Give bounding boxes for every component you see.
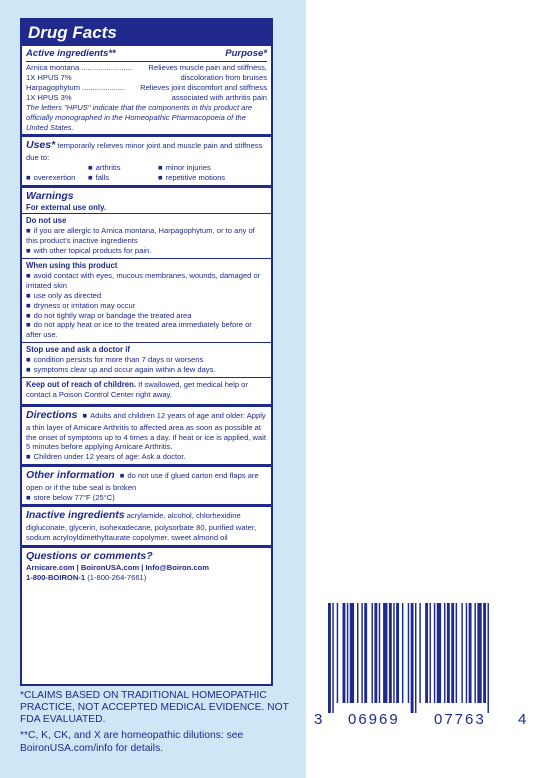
stop-use: [22, 342, 271, 377]
list-item: ■ do not use if glued carton end flaps are open or if the tube seal is broken: [26, 471, 259, 492]
uses-heading: Uses*: [26, 139, 56, 152]
list-item: ■ store below 77°F (25°C): [26, 493, 267, 503]
uses-list: [26, 163, 267, 183]
external-use: For external use only.: [26, 203, 107, 213]
list-item: ■ arthritis: [88, 163, 158, 173]
subheading: Keep out of reach of children.: [26, 380, 137, 390]
dilutions-note: **C, K, CK, and X are homeopathic dilutions: see BoironUSA.com/info for details.: [20, 730, 244, 754]
questions-links: Arnicare.com | BoironUSA.com | Info@Boiron.com: [26, 563, 209, 573]
barcode-digits-right: 07763: [434, 711, 486, 728]
active-ingredients-section: [22, 46, 271, 137]
inactive-heading: Inactive ingredients: [26, 509, 125, 522]
barcode-bar: [379, 603, 380, 703]
barcode-bar: [419, 603, 420, 703]
list-item: ■ do not apply heat or ice to the treated area immediately before or after use.: [26, 320, 267, 340]
barcode-bar: [474, 603, 475, 703]
barcode-bar: [393, 603, 394, 703]
barcode-bar: [488, 603, 489, 713]
barcode-bar: [337, 603, 338, 703]
barcode-digits-left: 06969: [348, 711, 400, 728]
barcode-bar: [350, 603, 354, 703]
keep-out-of-reach: [22, 377, 271, 402]
ingredient-purpose-2: discoloration from bruises: [180, 73, 267, 83]
barcode-bar: [364, 603, 367, 703]
uses-text: temporarily relieves minor joint and muscle pain and stiffness due to:: [26, 141, 263, 162]
directions-text-2: ■ Children under 12 years of age: Ask a doctor.: [26, 452, 267, 462]
ingredient-row: [26, 63, 267, 73]
ingredient-name: Arnica montana ........................: [26, 63, 132, 73]
drug-facts-box: [20, 18, 273, 686]
active-header: [26, 48, 267, 62]
directions-text-1: ■ Adults and children 12 years of age and older: Apply a thin layer of Arnicare Arthritis to affected area as soon as possible at the onset of symptoms up to 4 times a day. If heat or ice is applied, wait 5 minutes before applying Arnicare Arthritis.: [26, 411, 266, 451]
barcode-area: [306, 603, 533, 778]
subheading: Do not use: [26, 216, 67, 226]
barcode-bar: [383, 603, 387, 703]
ingredient-row: [26, 83, 267, 93]
barcode-bar: [328, 603, 331, 713]
footer-notes: [20, 690, 290, 755]
do-not-use: [22, 213, 271, 258]
inactive-ingredients-section: [22, 507, 271, 547]
subheading: Stop use and ask a doctor if: [26, 345, 130, 355]
list-item: ■ dryness or irritation may occur: [26, 301, 267, 311]
barcode-bar: [415, 603, 416, 713]
hpus-note: The letters "HPUS" indicate that the components in this product are officially monographed in the Homeopathic Pharmacopoeia of the United States.: [26, 102, 253, 132]
list-item: ■ minor injuries: [158, 163, 267, 173]
other-information-section: [22, 467, 271, 507]
inactive-text: acrylamide, alcohol, chlorhexidine digluconate, glycerin, isohexadecane, polysorbate 80, purified water, sodium acryloyldimethyltaurate copolymer, sweet almond oil: [26, 511, 257, 542]
warnings-heading: Warnings: [26, 189, 74, 202]
active-header-right: Purpose*: [225, 48, 267, 59]
ingredient-dose: 1X HPUS 3%: [26, 92, 72, 102]
barcode-bar: [430, 603, 431, 703]
claims-note: *CLAIMS BASED ON TRADITIONAL HOMEOPATHIC PRACTICE, NOT ACCEPTED MEDICAL EVIDENCE. NOT FDA EVALUATED.: [20, 690, 289, 726]
list-item: ■ with other topical products for pain.: [26, 246, 267, 256]
list-item: ■ if you are allergic to Arnica montana, Harpagophytum, or to any of this product's inactive ingredients: [26, 226, 267, 246]
barcode-bar: [408, 603, 409, 703]
other-heading: Other information: [26, 469, 115, 482]
barcode-bar: [483, 603, 486, 703]
ingredient-row-sub: [26, 93, 267, 103]
ingredient-name: Harpagophytum ....................: [26, 83, 125, 93]
barcode-bar: [434, 603, 435, 703]
active-header-left: Active ingredients**: [26, 48, 116, 59]
list-item: ■ condition persists for more than 7 days or worsens: [26, 355, 267, 365]
barcode-bar: [461, 603, 462, 703]
ingredient-row-sub: [26, 73, 267, 83]
barcode-bar: [396, 603, 399, 703]
list-item: ■ falls: [88, 173, 158, 183]
list-item: ■ repetitive motions: [158, 173, 267, 183]
barcode-bar: [372, 603, 373, 703]
barcode-bar: [444, 603, 445, 703]
ingredient-purpose-2: associated with arthritis pain: [171, 92, 267, 102]
barcode-bar: [402, 603, 403, 703]
barcode-bar: [469, 603, 472, 703]
barcode-bar: [389, 603, 392, 703]
barcode-bar: [357, 603, 358, 703]
list-item: ■ do not tightly wrap or bandage the treated area: [26, 311, 267, 321]
ingredient-purpose: Relieves joint discomfort and stiffness: [140, 83, 267, 93]
drug-facts-title: Drug Facts: [22, 20, 271, 46]
list-item: ■ use only as directed: [26, 291, 267, 301]
barcode-bar: [451, 603, 454, 703]
uses-section: [22, 137, 271, 187]
list-item: ■ avoid contact with eyes, mucous membranes, wounds, damaged or irritated skin: [26, 271, 267, 291]
directions-section: [22, 407, 271, 467]
when-using: [22, 258, 271, 342]
barcode-bar: [466, 603, 467, 703]
barcode-bar: [343, 603, 346, 703]
barcode-bar: [374, 603, 377, 703]
ingredient-purpose: Relieves muscle pain and stiffness,: [148, 63, 267, 73]
barcode-bar: [332, 603, 333, 713]
barcode-bar: [425, 603, 428, 703]
barcode-bar: [447, 603, 450, 703]
phone-bold: 1-800-BOIRON-1: [26, 573, 86, 583]
list-item: ■ symptoms clear up and occur again within a few days.: [26, 365, 267, 375]
barcode-bar: [456, 603, 457, 703]
barcode-bar: [347, 603, 348, 703]
keep-out-text: If swallowed, get medical help or contact a Poison Control Center right away.: [26, 380, 248, 400]
barcode-digit-last: 4: [518, 711, 527, 728]
warnings-section: [22, 188, 271, 407]
list-item: ■ overexertion: [26, 173, 88, 183]
barcode-digit-first: 3: [314, 711, 323, 728]
subheading: When using this product: [26, 261, 118, 271]
barcode-icon: [326, 603, 533, 713]
questions-section: [22, 548, 271, 585]
questions-heading: Questions or comments?: [26, 549, 153, 562]
barcode-bar: [361, 603, 362, 703]
phone-number: (1-800-264-7661): [87, 573, 147, 583]
barcode-bar: [437, 603, 441, 703]
barcode-bar: [477, 603, 481, 703]
barcode-bar: [411, 603, 414, 713]
directions-heading: Directions: [26, 409, 78, 422]
ingredient-dose: 1X HPUS 7%: [26, 73, 72, 83]
